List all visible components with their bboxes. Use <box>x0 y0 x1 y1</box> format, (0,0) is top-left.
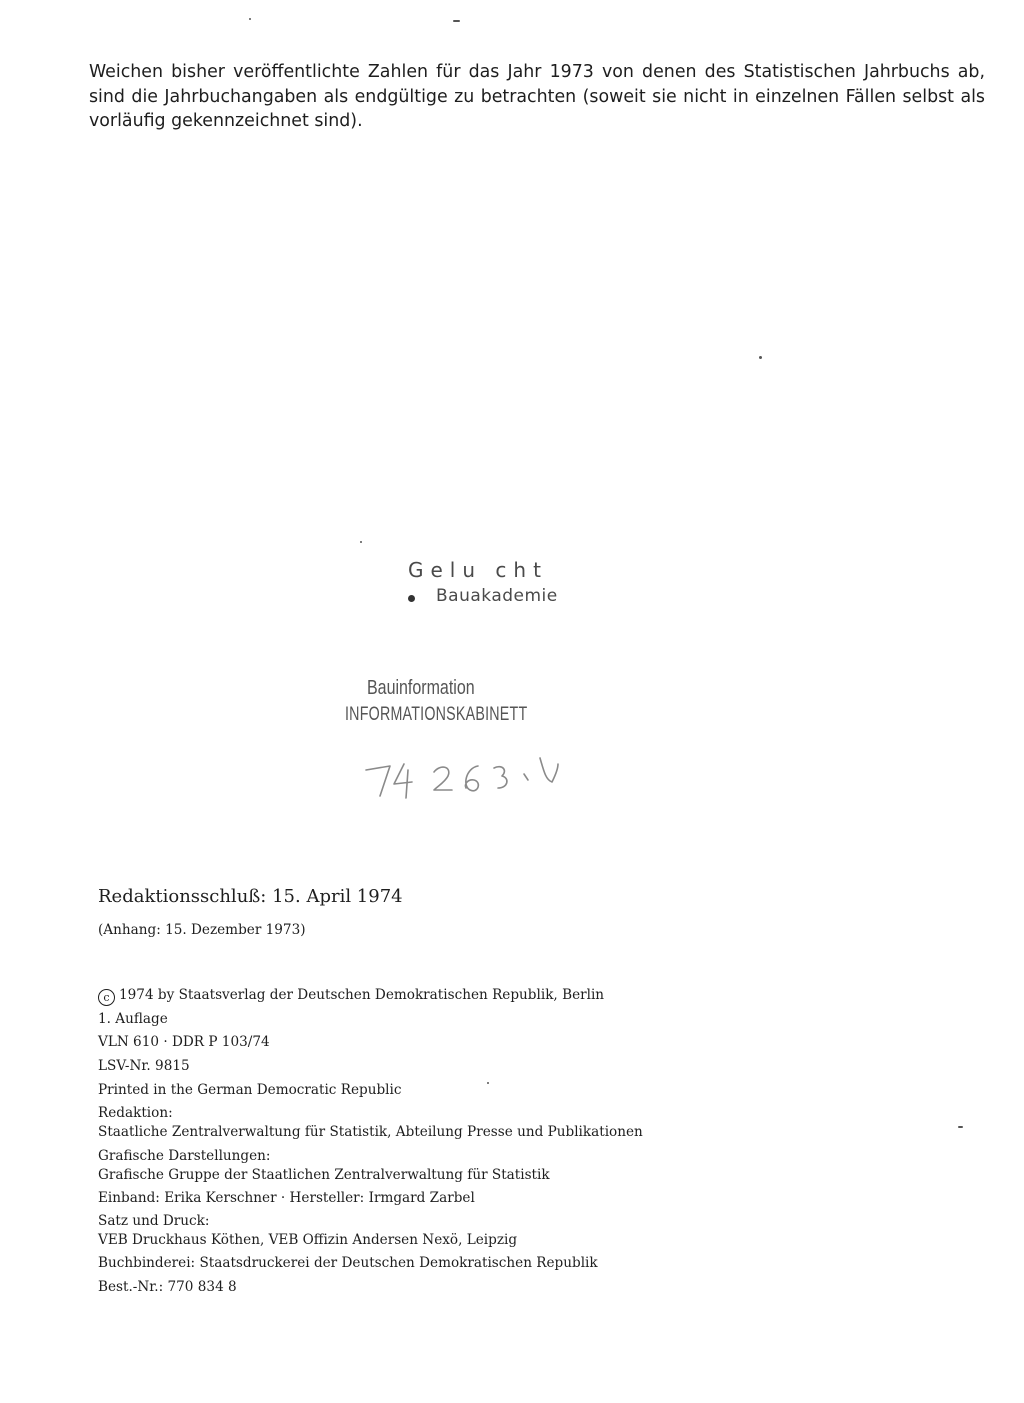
editorial-value: Staatliche Zentralverwaltung für Statistik, Abteilung Presse und Publikationen <box>98 1123 643 1140</box>
editorial-group <box>98 1104 718 1142</box>
order-number: Best.-Nr.: 770 834 8 <box>98 1278 237 1295</box>
cabinet-stamp-bottom: INFORMATIONSKABINETT <box>345 704 528 725</box>
lsv-number: LSV-Nr. 9815 <box>98 1058 190 1075</box>
publication-details <box>98 984 718 1300</box>
typesetting-group <box>98 1212 718 1250</box>
library-stamp-top: Gelu cht <box>408 558 548 582</box>
publication-notice: Weichen bisher veröffentlichte Zahlen für das Jahr 1973 von denen des Statistischen Jahrbuchs ab, sind die Jahrbuchangaben als endgültige zu betrachten (soweit sie nicht in einzelnen Fällen selbst als vorläufig gekennzeichnet sind). <box>89 62 985 131</box>
editorial-deadline: Redaktionsschluß: 15. April 1974 <box>98 886 403 907</box>
typesetting-label: Satz und Druck: <box>98 1213 210 1230</box>
printed-in: Printed in the German Democratic Republic <box>98 1081 402 1098</box>
vln-number: VLN 610 · DDR P 103/74 <box>98 1034 270 1051</box>
editorial-label: Redaktion: <box>98 1104 173 1121</box>
imprint <box>98 884 718 1300</box>
graphics-value: Grafische Gruppe der Staatlichen Zentralverwaltung für Statistik <box>98 1166 550 1183</box>
typesetting-value: VEB Druckhaus Köthen, VEB Offizin Andersen Nexö, Leipzig <box>98 1232 518 1249</box>
paper-speck <box>958 1126 963 1128</box>
cabinet-stamp-top: Bauinformation <box>367 677 475 699</box>
graphics-label: Grafische Darstellungen: <box>98 1147 271 1164</box>
paper-speck <box>453 20 460 22</box>
library-stamp <box>408 558 558 607</box>
stamp-dot <box>408 595 415 602</box>
bindery: Buchbinderei: Staatsdruckerei der Deutschen Demokratischen Republik <box>98 1255 598 1272</box>
copyright-text: 1974 by Staatsverlag der Deutschen Demokratischen Republik, Berlin <box>119 987 605 1003</box>
copyright-icon: c <box>98 989 115 1006</box>
edition: 1. Auflage <box>98 1010 168 1027</box>
handwritten-inventory-number <box>360 752 570 812</box>
cabinet-stamp <box>345 676 588 727</box>
paper-speck <box>487 1082 489 1084</box>
paper-speck <box>249 18 251 20</box>
paper-speck <box>759 356 762 359</box>
paper-speck <box>360 541 362 543</box>
library-stamp-bottom: Bauakademie <box>436 586 558 606</box>
binding-credits: Einband: Erika Kerschner · Hersteller: Irmgard Zarbel <box>98 1189 475 1206</box>
graphics-group <box>98 1147 718 1185</box>
copyright-line <box>98 984 718 1008</box>
appendix-date: (Anhang: 15. Dezember 1973) <box>98 922 306 938</box>
